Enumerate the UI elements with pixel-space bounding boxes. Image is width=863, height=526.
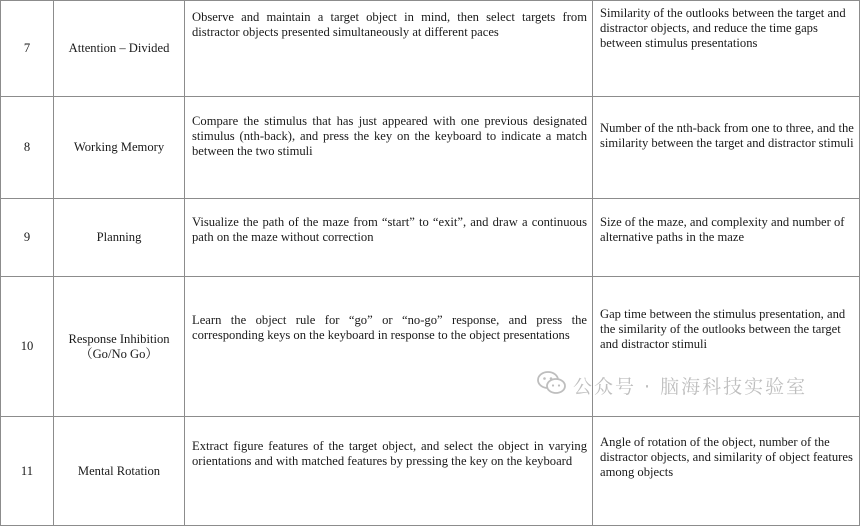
task-description: [185, 97, 593, 199]
task-name-text: Planning: [96, 230, 142, 244]
task-name: [54, 199, 185, 277]
task-name: [54, 417, 185, 526]
task-number: 8: [1, 97, 54, 199]
task-difficulty: [593, 199, 860, 277]
task-difficulty-text: Gap time between the stimulus presentation, and the similarity of the outlooks between the target and distractor stimuli: [600, 307, 846, 351]
task-description-text: Observe and maintain a target object in mind, then select targets from distractor objects presented simultaneously at different paces: [192, 10, 587, 39]
task-name-text: Attention – Divided: [68, 41, 170, 55]
task-description: [185, 277, 593, 417]
task-name-subtext: （Go/No Go）: [79, 346, 158, 361]
task-number: 7: [1, 1, 54, 97]
task-description-text: Extract figure features of the target object, and select the object in varying orientations and with matched features by pressing the key on the keyboard: [192, 439, 587, 468]
task-description-text: Learn the object rule for “go” or “no-go” response, and press the corresponding keys on the keyboard in response to the object presentations: [192, 313, 587, 342]
task-description: [185, 417, 593, 526]
table-row: [1, 417, 860, 526]
task-difficulty-text: Size of the maze, and complexity and number of alternative paths in the maze: [600, 215, 845, 244]
task-number: 10: [1, 277, 54, 417]
task-name-text: Mental Rotation: [77, 463, 161, 478]
watermark-text: 公众号 · 脑海科技实验室: [573, 375, 808, 398]
task-difficulty: [593, 97, 860, 199]
task-name: [54, 97, 185, 199]
task-name: [54, 277, 185, 417]
task-description: [185, 1, 593, 97]
table-row: [1, 277, 860, 417]
task-difficulty-text: Number of the nth-back from one to three, and the similarity between the target and distractor stimuli: [600, 121, 854, 150]
task-difficulty: [593, 277, 860, 417]
task-description: [185, 199, 593, 277]
task-difficulty: [593, 1, 860, 97]
task-description-text: Visualize the path of the maze from “start” to “exit”, and draw a continuous path on the maze without correction: [192, 215, 587, 244]
task-difficulty: [593, 417, 860, 526]
task-difficulty-text: Angle of rotation of the object, number of the distractor objects, and similarity of object features among objects: [600, 435, 853, 479]
table-row: [1, 1, 860, 97]
table-row: [1, 97, 860, 199]
task-number: 9: [1, 199, 54, 277]
table-row: [1, 199, 860, 277]
task-description-text: Compare the stimulus that has just appeared with one previous designated stimulus (nth-back), and press the key on the keyboard to indicate a match between the two stimuli: [192, 114, 587, 158]
task-difficulty-text: Similarity of the outlooks between the target and distractor objects, and reduce the time gaps between stimulus presentations: [600, 6, 846, 50]
task-name-text: Response Inhibition: [68, 331, 170, 346]
task-name: [54, 1, 185, 97]
task-number: 11: [1, 417, 54, 526]
task-name-text: Working Memory: [73, 140, 165, 154]
